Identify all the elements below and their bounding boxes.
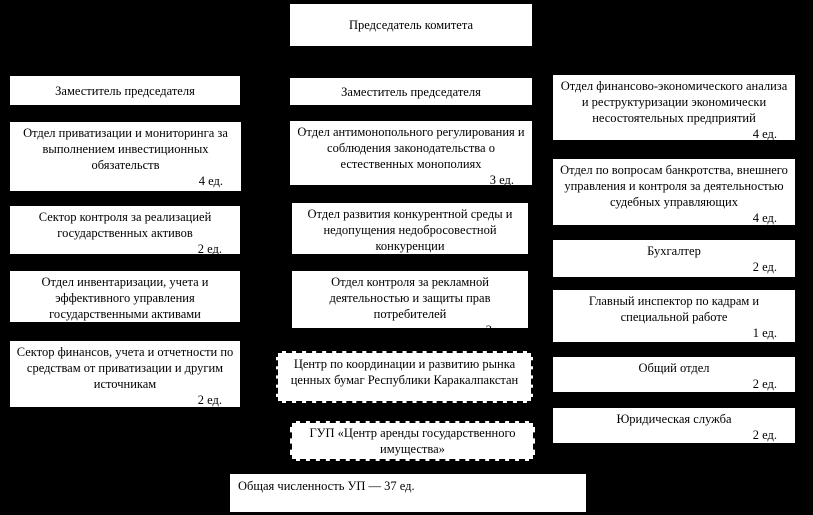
box-label: Отдел развития конкурентной среды и недопущения недобросовестной конкуренции <box>307 207 513 253</box>
box-deputy-chairman-left <box>10 76 240 105</box>
box-label: Заместитель председателя <box>55 83 195 98</box>
box-label: Председатель комитета <box>349 18 473 32</box>
box-count: 4 ед. <box>752 127 777 141</box>
box-label: Юридическая служба <box>616 412 732 426</box>
box-count: 2 ед. <box>485 323 510 337</box>
box-label: Главный инспектор по кадрам и специальной работе <box>588 294 760 324</box>
box-label: Отдел инвентаризации, учета и эффективного управления государственными активами <box>41 275 209 321</box>
box-label: Отдел контроля за рекламной деятельностью и защиты прав потребителей <box>329 275 491 321</box>
box-label: ГУП «Центр аренды государственного имущества» <box>309 426 516 456</box>
box-label: Заместитель председателя <box>341 84 481 99</box>
box-count: 3 ед. <box>485 255 510 269</box>
box-total-headcount <box>230 474 586 512</box>
box-label: Отдел антимонопольного регулирования и соблюдения законодательства о естественных монополиях <box>297 125 525 171</box>
box-label: Отдел приватизации и мониторинга за выполнением инвестиционных обязательств <box>23 126 228 172</box>
box-label: Бухгалтер <box>647 244 701 258</box>
box-antimonopoly-regulation-dept <box>290 121 532 185</box>
box-count: 1 ед. <box>752 326 777 340</box>
box-count: 2 ед. <box>752 428 777 442</box>
box-general-dept <box>553 357 795 392</box>
box-count: 4 ед. <box>752 211 777 225</box>
box-legal-service <box>553 408 795 443</box>
box-label: Сектор финансов, учета и отчетности по средствам от приватизации и другим источникам <box>16 345 234 391</box>
box-count: 2 ед. <box>197 242 222 256</box>
box-count: 3 ед. <box>489 173 514 187</box>
box-bankruptcy-dept <box>553 159 795 225</box>
box-label: Отдел финансово-экономического анализа и реструктуризации экономически несостоятельных предприятий <box>560 79 788 125</box>
box-accountant <box>553 240 795 277</box>
box-competition-development-dept <box>292 203 528 269</box>
box-count: 2 ед. <box>752 260 777 274</box>
box-label: Сектор контроля за реализацией государственных активов <box>38 210 212 240</box>
box-count: 3 ед. <box>197 323 222 337</box>
box-count: 2 ед. <box>197 393 222 407</box>
box-state-property-rental-center <box>290 421 535 461</box>
box-chief-personnel-inspector <box>553 290 795 342</box>
box-label: Отдел по вопросам банкротства, внешнего управления и контроля за деятельностью судебных управляющих <box>560 163 788 209</box>
box-deputy-chairman-middle <box>290 78 532 105</box>
box-committee-chairman <box>290 4 532 46</box>
box-privatization-monitoring-dept <box>10 122 241 191</box>
box-advertising-control-dept <box>292 271 528 337</box>
box-state-assets-control-sector <box>10 206 240 254</box>
box-label: Центр по координации и развитию рынка ценных бумаг Республики Каракалпакстан <box>290 357 519 387</box>
box-count: 4 ед. <box>198 174 223 188</box>
box-inventory-management-dept <box>10 271 240 337</box>
box-label: Общий отдел <box>638 361 710 375</box>
box-finance-accounting-sector <box>10 341 240 407</box>
box-count: 2 ед. <box>752 377 777 391</box>
box-financial-economic-analysis-dept <box>553 75 795 140</box>
box-label: Общая численность УП — 37 ед. <box>238 479 415 493</box>
box-securities-market-center <box>276 351 533 403</box>
